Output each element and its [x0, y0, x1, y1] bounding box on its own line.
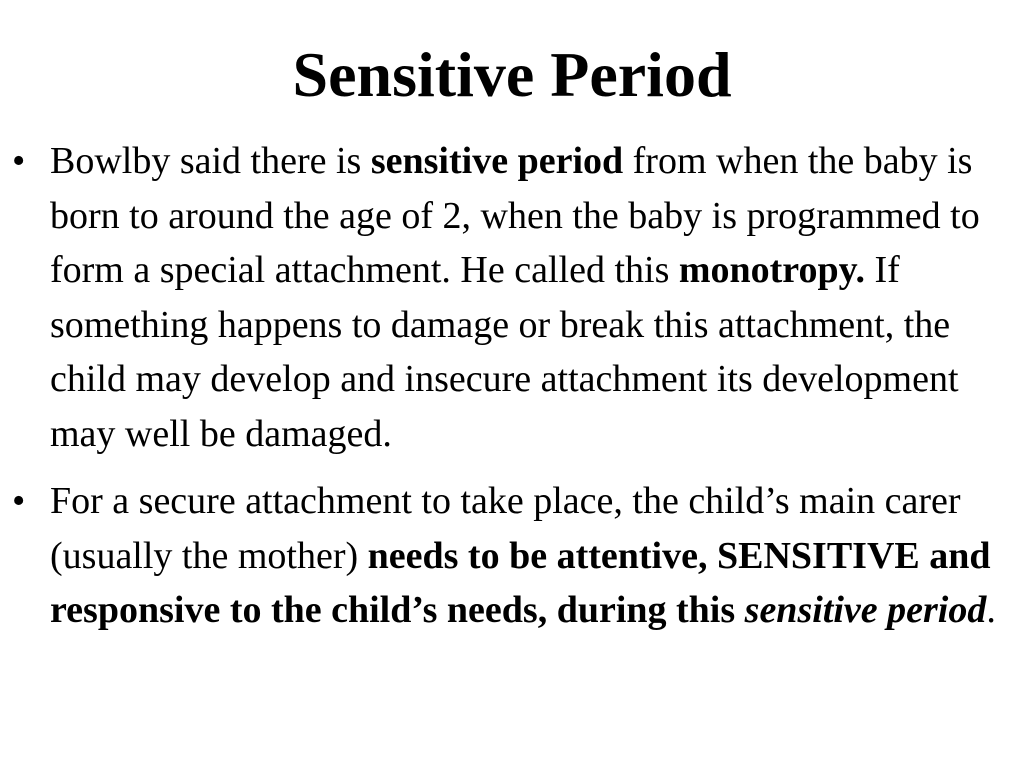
- slide-title: Sensitive Period: [292, 39, 732, 110]
- bullet-text-segment: Bowlby said there is: [50, 140, 371, 182]
- bullet-item-bowlby: [8, 134, 1008, 461]
- bullet-text-segment: For a secure attachment to take place, the child’s main carer (usually the mother): [50, 480, 961, 577]
- bullet-item-secure-attachment: [8, 474, 1008, 638]
- bullet-marker: •: [12, 140, 26, 182]
- bullet-list: [8, 134, 1008, 651]
- bullet-text-segment: If something happens to damage or break this attachment, the child may develop and insecure attachment its development may well be damaged.: [50, 249, 959, 455]
- bullet-text-bold-italic: sensitive period: [744, 589, 987, 631]
- bullet-text-bold: needs to be attentive, SENSITIVE and responsive to the child’s needs, during this: [50, 534, 991, 631]
- bullet-text-bold: monotropy.: [678, 249, 866, 291]
- bullet-marker: •: [12, 480, 26, 522]
- bullet-text-segment: from when the baby is born to around the age of 2, when the baby is programmed to form a special attachment. He called this: [50, 140, 980, 291]
- bullet-text-bold: sensitive period: [370, 140, 624, 182]
- bullet-text-segment: .: [986, 589, 996, 631]
